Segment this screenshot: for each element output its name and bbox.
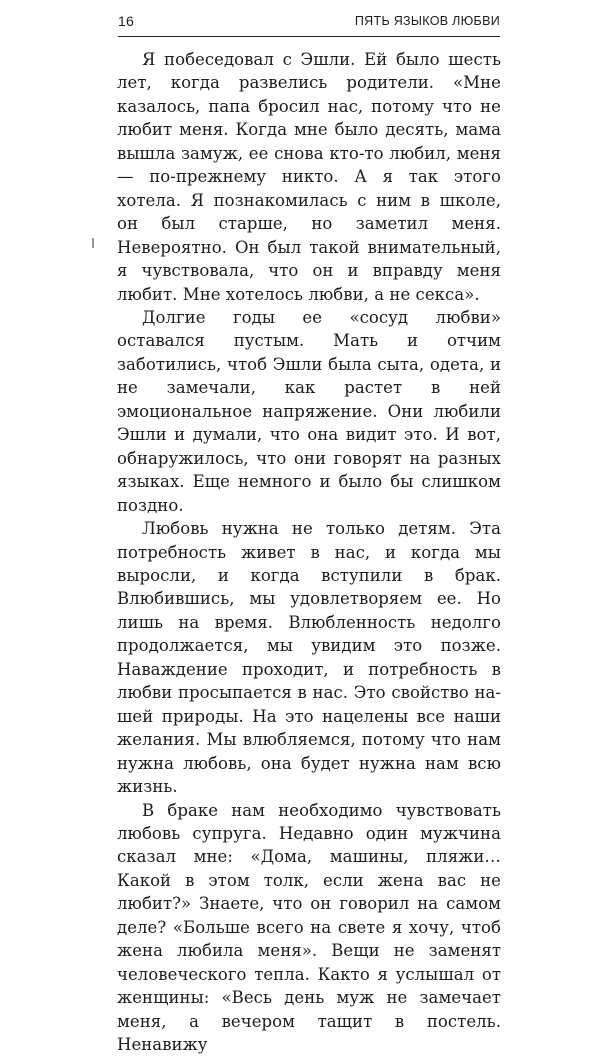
page-header: [118, 6, 500, 37]
page-number: 16: [118, 13, 134, 29]
body-text: [117, 48, 501, 1056]
paragraph-4: В браке нам необходимо чувствовать любовь супруга. Недавно один мужчина сказал мне: «Дома, машины, пляжи… Какой в этом толк, если жена вас не любит?» Знаете, что он говорил на самом деле? «Больше всего на свете я хочу, чтоб жена любила меня». Вещи не заменят человеческого тепла. Както я услышал от женщины: «Весь день муж не замечает меня, а вечером тащит в постель. Ненавижу: [117, 799, 501, 1056]
margin-mark: [92, 238, 94, 248]
paragraph-1: Я побеседовал с Эшли. Ей было шесть лет, когда развелись родители. «Мне казалось, папа бросил нас, потому что не любит меня. Когда мне было десять, мама вышла замуж, ее снова кто-то любил, меня — по-прежнему никто. А я так этого хотела. Я познакомилась с ним в школе, он был старше, но заметил меня. Невероятно. Он был такой внимательный, я чувствовала, что он и вправду меня любит. Мне хотелось любви, а не секса».: [117, 48, 501, 306]
paragraph-3: Любовь нужна не только детям. Эта потребность живет в нас, и когда мы выросли, и когда вступили в брак. Влюбившись, мы удовлетворяем ее. Но лишь на время. Влюбленность недолго продолжается, мы увидим это позже. Наваждение проходит, и потребность в любви просыпается в нас. Это свойство нашей природы. На это нацелены все наши желания. Мы влюбляемся, потому что нам нужна любовь, она будет нужна нам всю жизнь.: [117, 517, 501, 798]
running-title: ПЯТЬ ЯЗЫКОВ ЛЮБВИ: [355, 14, 500, 28]
paragraph-2: Долгие годы ее «сосуд любви» оставался пустым. Мать и отчим заботились, чтоб Эшли была сыта, одета, и не замечали, как растет в ней эмоциональное напряжение. Они любили Эшли и думали, что она видит это. И вот, обнаружилось, что они говорят на разных языках. Еще немного и было бы слишком поздно.: [117, 306, 501, 517]
